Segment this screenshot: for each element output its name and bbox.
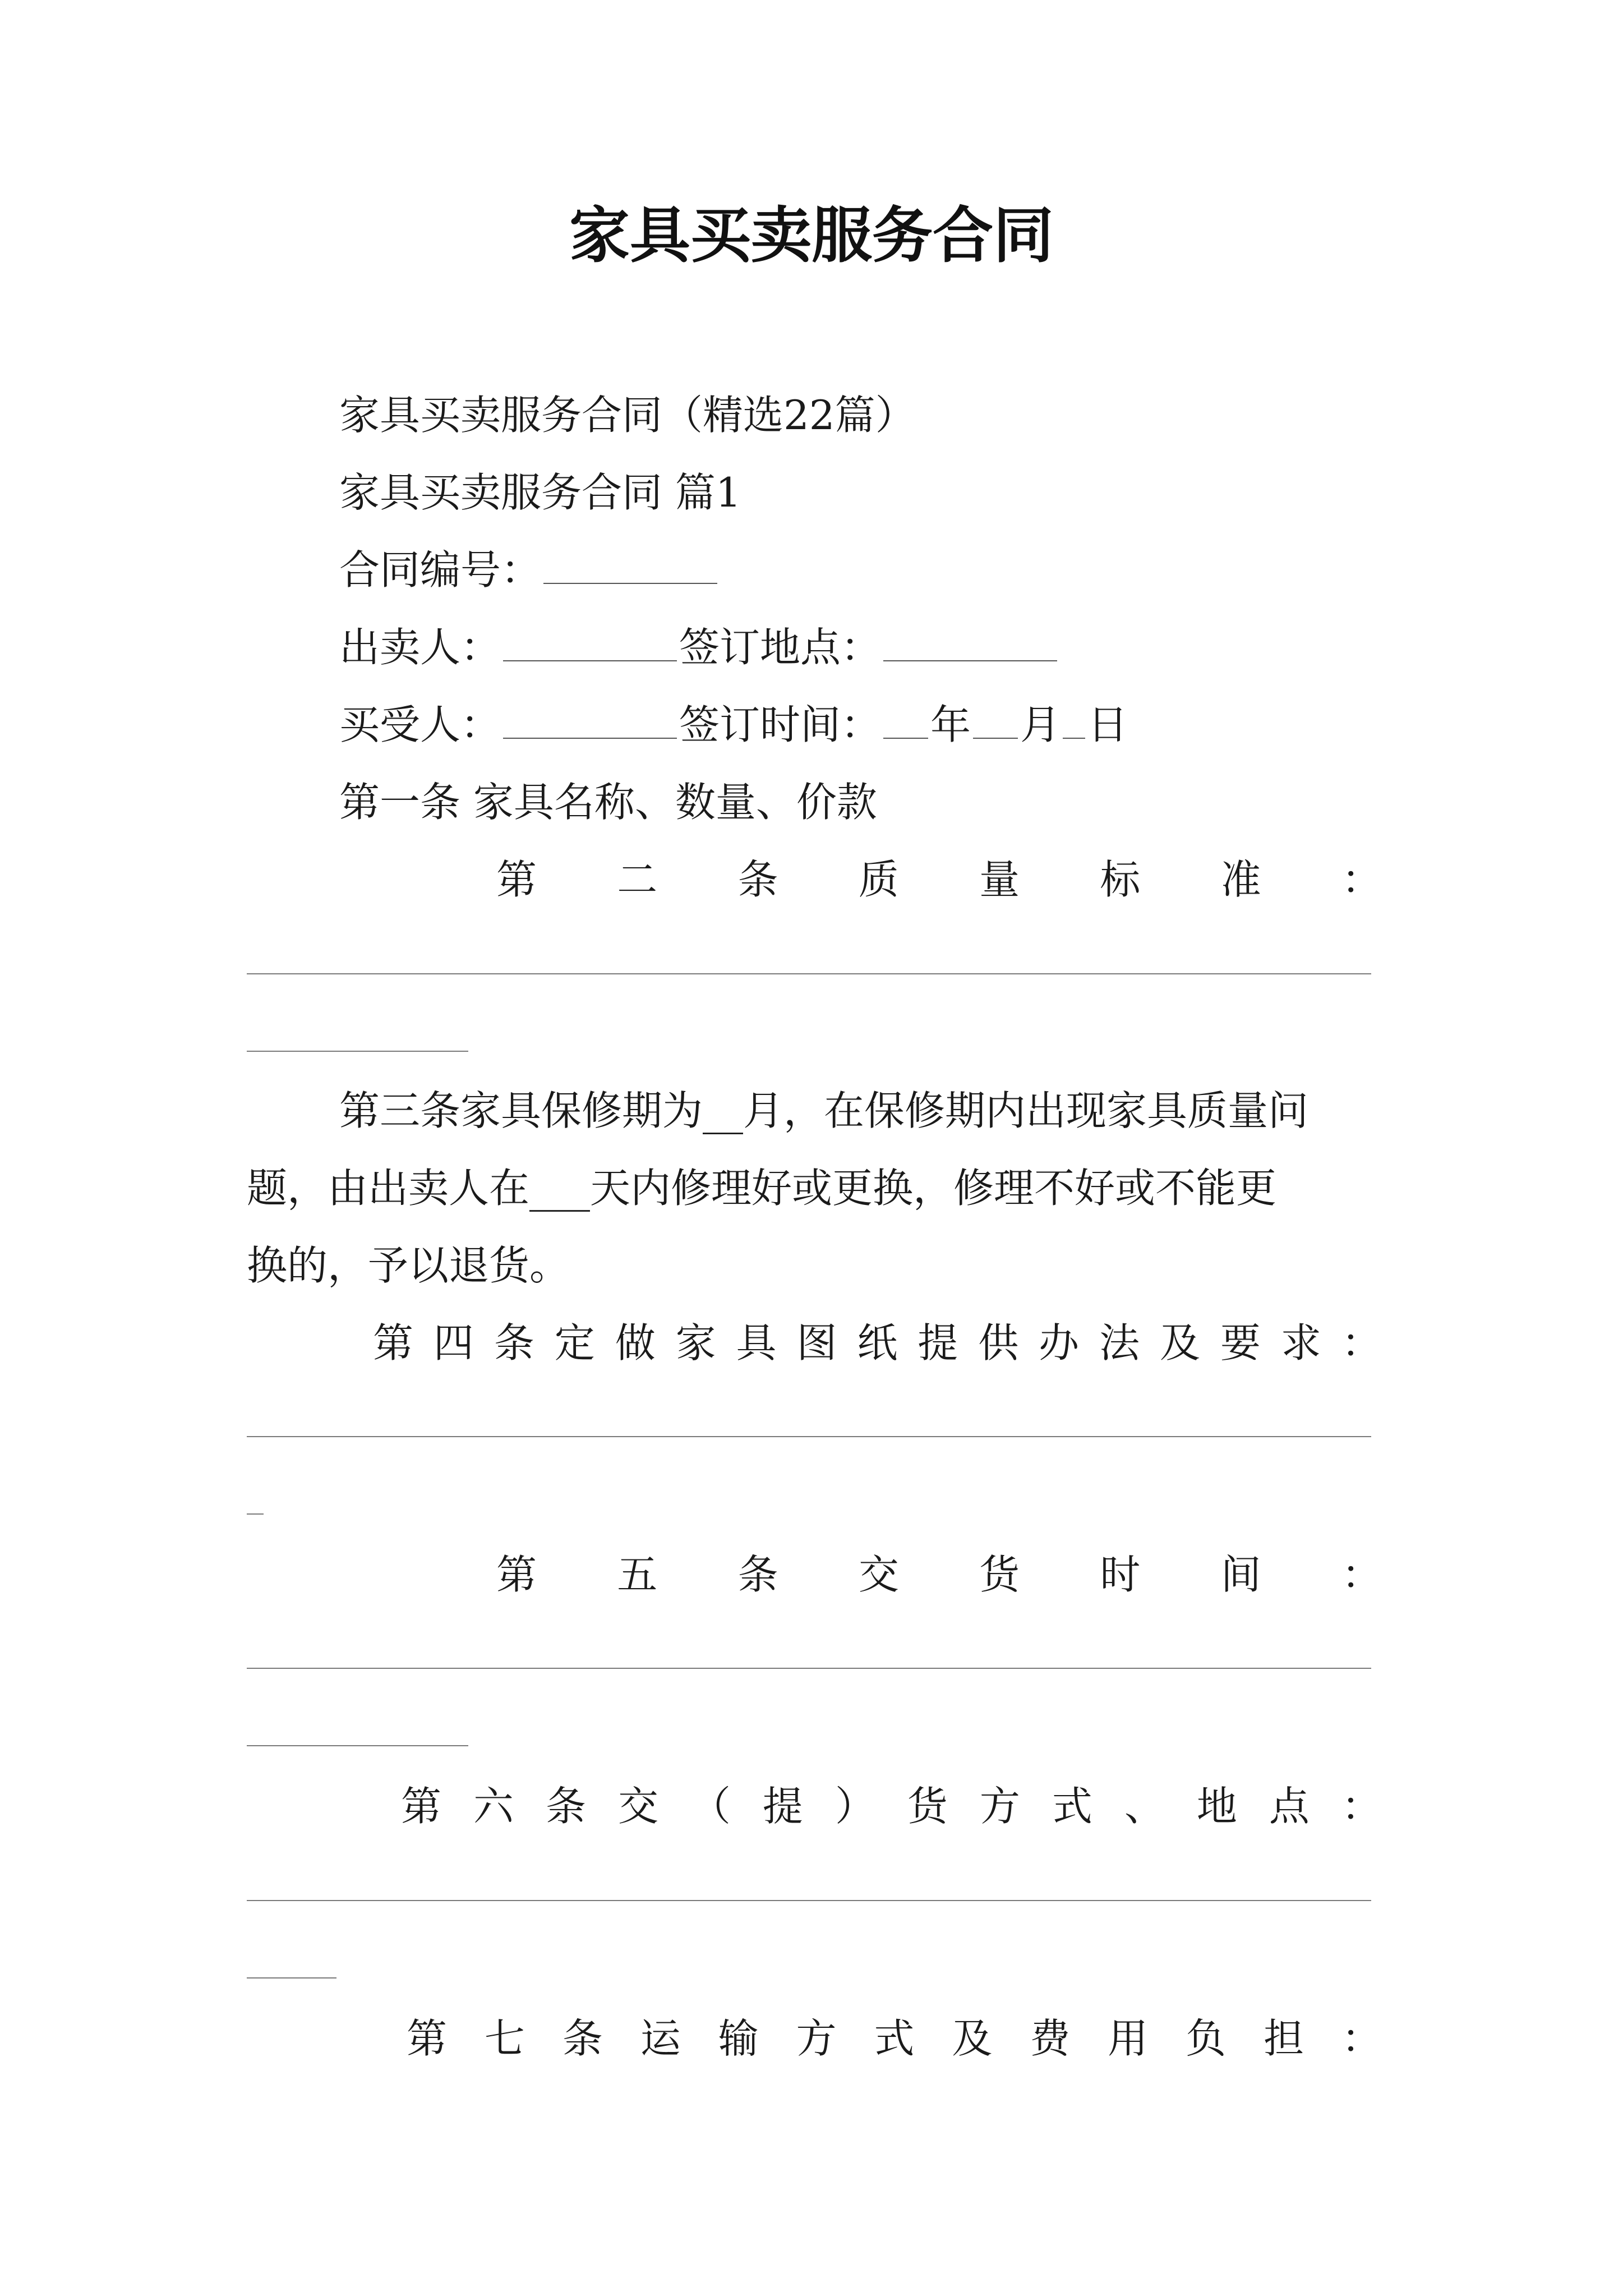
- article4-char: ：: [1341, 1319, 1382, 1366]
- sign-place-blank: [883, 627, 1057, 661]
- article4-char: 要: [1220, 1319, 1261, 1366]
- contract-number-label: 合同编号：: [339, 546, 542, 593]
- article-6-heading: [401, 1778, 1382, 1834]
- document-title: 家具买卖服务合同: [569, 200, 1054, 271]
- article5-char: 间: [1220, 1551, 1261, 1598]
- article2-char: 标: [1100, 856, 1141, 903]
- article6-char: 条: [545, 1783, 586, 1830]
- article6-char: 提: [762, 1783, 803, 1830]
- article-3-line-2: 题，由出卖人在___天内修理好或更换，修理不好或不能更: [247, 1165, 1277, 1212]
- article2-char: 二: [617, 856, 658, 903]
- contract-number-line: [339, 542, 720, 598]
- article-7-heading: [407, 2010, 1382, 2067]
- day-label: 日: [1087, 701, 1128, 748]
- article-6-rule-2: [247, 1977, 336, 1978]
- article-3-line-3: 换的，予以退货。: [247, 1242, 570, 1289]
- article4-char: 办: [1039, 1319, 1080, 1366]
- article6-char: 六: [473, 1783, 514, 1830]
- month-label: 月: [1020, 701, 1061, 748]
- article4-char: 定: [554, 1319, 595, 1366]
- article2-char: ：: [1341, 856, 1382, 903]
- contract-number-blank: [543, 549, 717, 584]
- article4-char: 四: [433, 1319, 474, 1366]
- article-6-rule-1: [247, 1900, 1371, 1901]
- day-blank: [1063, 704, 1085, 739]
- article-4-rule-2: [247, 1513, 264, 1515]
- seller-line: [339, 619, 1059, 675]
- article-2-heading: [496, 852, 1382, 908]
- seller-label: 出卖人：: [339, 624, 501, 671]
- document-subtitle: 家具买卖服务合同（精选22篇）: [339, 392, 916, 439]
- article6-char: 第: [401, 1783, 442, 1830]
- article2-char: 质: [858, 856, 899, 903]
- article5-char: 交: [858, 1551, 899, 1598]
- article7-char: 负: [1186, 2015, 1227, 2062]
- article4-char: 提: [917, 1319, 958, 1366]
- article5-char: 条: [737, 1551, 778, 1598]
- article4-char: 法: [1099, 1319, 1140, 1366]
- article2-char: 准: [1220, 856, 1261, 903]
- article6-char: 交: [617, 1783, 658, 1830]
- article4-char: 及: [1159, 1319, 1200, 1366]
- article6-char: 地: [1196, 1783, 1237, 1830]
- article7-char: 运: [640, 2015, 681, 2062]
- article-5-rule-2: [247, 1745, 468, 1746]
- article6-char: 货: [907, 1783, 948, 1830]
- month-blank: [973, 704, 1018, 739]
- article6-char: （: [690, 1783, 731, 1830]
- seller-blank: [503, 627, 677, 661]
- year-blank: [883, 704, 928, 739]
- article6-char: ）: [834, 1783, 875, 1830]
- buyer-label: 买受人：: [339, 701, 501, 748]
- article7-char: 担: [1263, 2015, 1304, 2062]
- buyer-line: [339, 697, 1128, 753]
- article2-char: 第: [496, 856, 537, 903]
- article2-char: 条: [737, 856, 778, 903]
- article5-char: 第: [496, 1551, 537, 1598]
- article2-char: 量: [979, 856, 1020, 903]
- article7-char: 输: [718, 2015, 759, 2062]
- article-2-rule-1: [247, 973, 1371, 974]
- sign-place-label: 签订地点：: [679, 624, 882, 671]
- article-5-rule-1: [247, 1668, 1371, 1669]
- article7-char: 方: [796, 2015, 837, 2062]
- year-label: 年: [930, 701, 971, 748]
- article-3-line-1: 第三条家具保修期为__月，在保修期内出现家具质量问: [339, 1087, 1309, 1134]
- article7-char: 及: [952, 2015, 993, 2062]
- article7-char: 条: [562, 2015, 603, 2062]
- article4-char: 具: [736, 1319, 777, 1366]
- article4-char: 家: [675, 1319, 716, 1366]
- article7-char: ：: [1341, 2015, 1382, 2062]
- article4-char: 图: [796, 1319, 837, 1366]
- article6-char: ：: [1341, 1783, 1382, 1830]
- article4-char: 条: [494, 1319, 534, 1366]
- article7-char: 式: [874, 2015, 915, 2062]
- article6-char: 、: [1124, 1783, 1165, 1830]
- article-4-heading: [373, 1315, 1382, 1371]
- article7-char: 第: [407, 2015, 448, 2062]
- article6-char: 方: [979, 1783, 1020, 1830]
- article-5-heading: [496, 1547, 1382, 1603]
- article5-char: ：: [1341, 1551, 1382, 1598]
- article5-char: 五: [617, 1551, 658, 1598]
- article-4-rule-1: [247, 1436, 1371, 1437]
- article7-char: 七: [484, 2015, 525, 2062]
- article-1: 第一条 家具名称、数量、价款: [339, 779, 877, 826]
- article6-char: 点: [1269, 1783, 1310, 1830]
- article7-char: 费: [1030, 2015, 1071, 2062]
- article4-char: 供: [978, 1319, 1019, 1366]
- buyer-blank: [503, 704, 677, 739]
- section-heading: 家具买卖服务合同 篇1: [339, 469, 741, 516]
- article5-char: 时: [1100, 1551, 1141, 1598]
- article6-char: 式: [1052, 1783, 1092, 1830]
- article7-char: 用: [1108, 2015, 1149, 2062]
- article-2-rule-2: [247, 1051, 468, 1052]
- article4-char: 纸: [857, 1319, 898, 1366]
- article4-char: 做: [615, 1319, 656, 1366]
- article5-char: 货: [979, 1551, 1020, 1598]
- article4-char: 求: [1280, 1319, 1321, 1366]
- sign-time-label: 签订时间：: [679, 701, 882, 748]
- article4-char: 第: [373, 1319, 414, 1366]
